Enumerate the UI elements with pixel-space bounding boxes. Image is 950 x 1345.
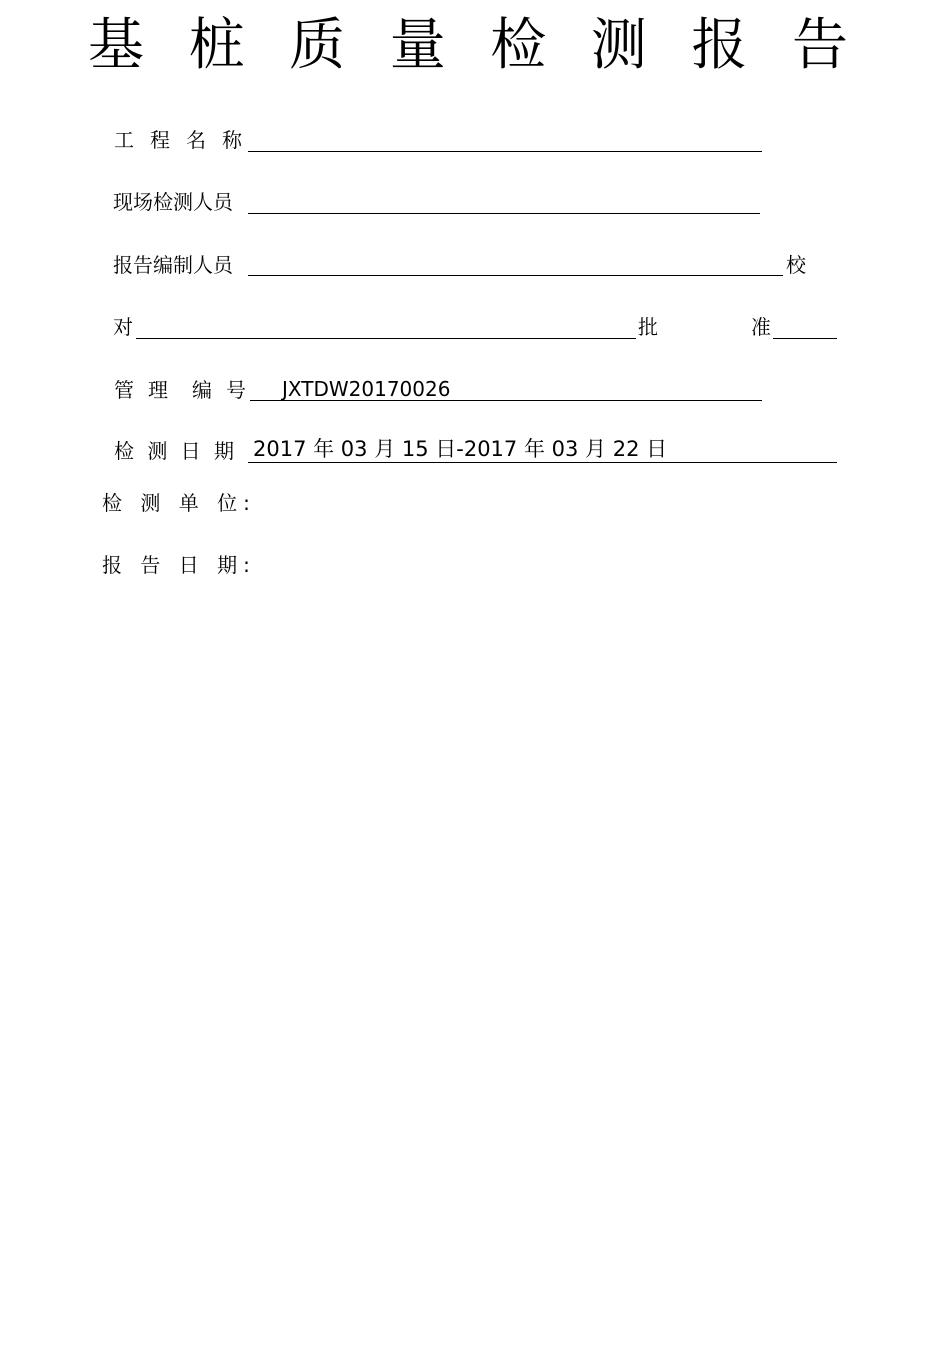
- approve-field[interactable]: [773, 338, 837, 339]
- test-date-label: 检 测 日 期: [114, 439, 234, 463]
- project-name-field[interactable]: [248, 151, 762, 152]
- management-no-value: JXTDW20170026: [282, 377, 451, 401]
- report-compilers-label: 报告编制人员: [113, 253, 233, 277]
- title-char: 基: [88, 13, 144, 78]
- field-inspectors-field[interactable]: [248, 213, 760, 214]
- title-char: 质: [289, 13, 346, 78]
- document-title: [88, 12, 848, 80]
- proofread-field[interactable]: [136, 338, 636, 339]
- title-char: 检: [490, 13, 547, 78]
- test-date-field[interactable]: [248, 462, 837, 463]
- approve-label-second: 准: [751, 315, 771, 339]
- title-char: 测: [590, 13, 647, 78]
- title-char: 告: [791, 13, 848, 78]
- report-date-label: 报 告 日 期:: [102, 553, 256, 577]
- title-char: 报: [691, 13, 748, 78]
- report-compilers-field[interactable]: [248, 275, 783, 276]
- proofread-label-second: 对: [113, 315, 133, 339]
- title-char: 量: [389, 13, 446, 78]
- field-inspectors-label: 现场检测人员: [113, 190, 233, 214]
- approve-label-first: 批: [638, 315, 658, 339]
- project-name-label: 工 程 名 称: [114, 128, 242, 152]
- test-unit-label: 检 测 单 位:: [102, 491, 256, 515]
- test-date-value: 2017 年 03 月 15 日-2017 年 03 月 22 日: [253, 437, 668, 461]
- proofread-label-first: 校: [786, 253, 806, 277]
- title-char: 桩: [188, 13, 245, 78]
